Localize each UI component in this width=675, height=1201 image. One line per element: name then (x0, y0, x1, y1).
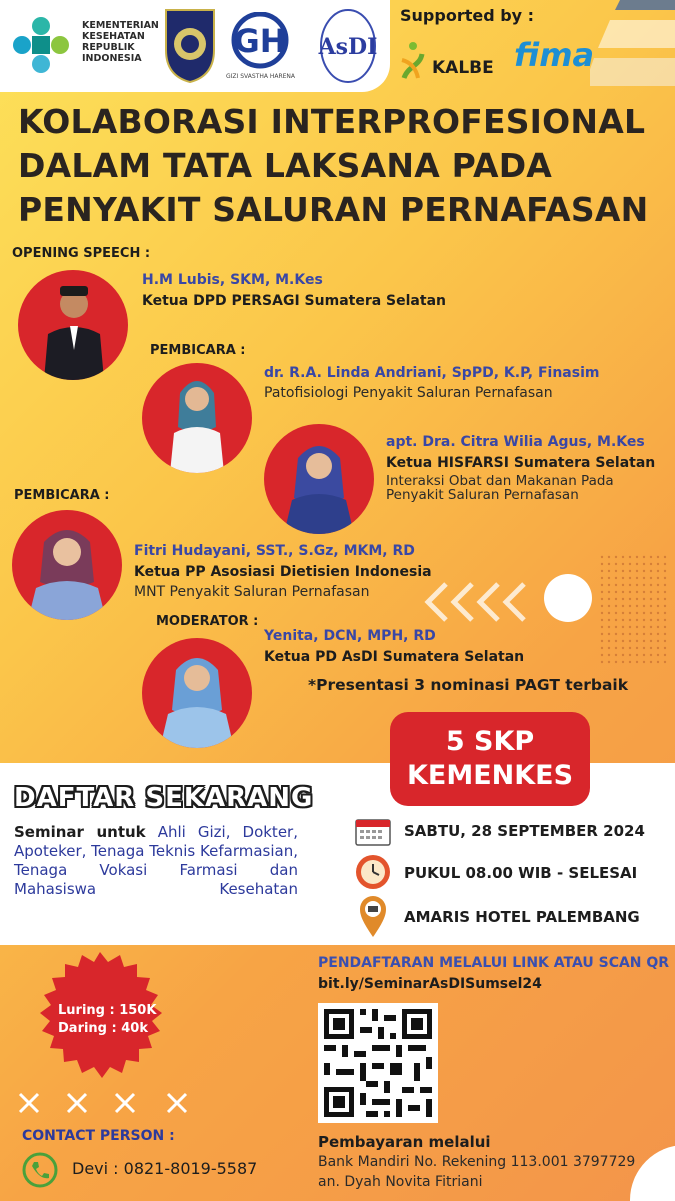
person-icon (12, 510, 122, 620)
seminar-prefix: Seminar untuk (14, 823, 146, 841)
opening-speech-label: OPENING SPEECH : (12, 246, 151, 261)
daftar-sekarang-heading: DAFTAR SEKARANG (14, 783, 314, 813)
contact-person-title: CONTACT PERSON : (22, 1128, 175, 1144)
presentasi-note: *Presentasi 3 nominasi PAGT terbaik (308, 676, 629, 694)
kalbe-text: KALBE (432, 58, 494, 78)
corner-decoration (590, 0, 675, 90)
speaker2-photo (264, 424, 374, 534)
gh-caption: GIZI SVASTHA HARENA (226, 73, 296, 80)
opening-speaker-role: Ketua DPD PERSAGI Sumatera Selatan (142, 293, 446, 309)
speaker1-name: dr. R.A. Linda Andriani, SpPD, K.P, Finasim (264, 365, 600, 381)
skp-line-1: 5 SKP (445, 726, 535, 757)
contact-person: Devi : 0821-8019-5587 (72, 1159, 258, 1178)
seminar-audience (14, 823, 298, 899)
speaker2-role: Ketua HISFARSI Sumatera Selatan (386, 455, 656, 471)
clock-icon (354, 853, 392, 891)
fima-text: fima (514, 36, 595, 74)
speaker3-role: Ketua PP Asosiasi Dietisien Indonesia (134, 564, 432, 580)
payment-bank: Bank Mandiri No. Rekening 113.001 3797729 (318, 1154, 636, 1170)
title-line-2: DALAM TATA LAKSANA PADA (18, 146, 553, 185)
speaker2-name: apt. Dra. Citra Wilia Agus, M.Kes (386, 434, 645, 450)
speaker1-topic: Patofisiologi Penyakit Saluran Pernafasan (264, 385, 553, 401)
kemenkes-line-3: REPUBLIK (82, 42, 135, 53)
payment-title: Pembayaran melalui (318, 1133, 491, 1151)
qr-code-icon[interactable] (318, 1003, 438, 1123)
speaker1-photo (142, 363, 252, 473)
kemenkes-text (82, 20, 159, 64)
event-venue: AMARIS HOTEL PALEMBANG (404, 908, 640, 926)
person-icon (18, 270, 128, 380)
calendar-icon (354, 815, 392, 847)
moderator-role: Ketua PD AsDI Sumatera Selatan (264, 649, 525, 665)
speaker2-topic (386, 474, 614, 502)
person-icon (264, 424, 374, 534)
payment-holder: an. Dyah Novita Fitriani (318, 1174, 483, 1190)
title-line-3: PENYAKIT SALURAN PERNAFASAN (18, 190, 649, 229)
dots-decoration-icon (600, 555, 670, 665)
svg-text:GH: GH (233, 22, 287, 60)
chevron-decoration-icon (420, 580, 550, 624)
location-pin-icon (358, 895, 388, 939)
registration-link[interactable]: bit.ly/SeminarAsDISumsel24 (318, 976, 542, 992)
persagi-logo-icon (162, 6, 218, 84)
kalbe-logo-icon (398, 38, 428, 82)
person-icon (142, 638, 252, 748)
event-time: PUKUL 08.00 WIB - SELESAI (404, 864, 638, 882)
page-title (18, 100, 658, 232)
supported-by-label: Supported by : (400, 6, 535, 25)
kemenkes-line-4: INDONESIA (82, 53, 142, 64)
opening-speaker-name: H.M Lubis, SKM, M.Kes (142, 272, 323, 288)
moderator-photo (142, 638, 252, 748)
speaker3-photo (12, 510, 122, 620)
registration-title: PENDAFTARAN MELALUI LINK ATAU SCAN QR (318, 955, 670, 971)
kemenkes-logo-icon (8, 12, 74, 78)
gh-logo-icon (228, 12, 292, 70)
kemenkes-line-1: KEMENTERIAN (82, 20, 159, 31)
corner-circle-decoration (630, 1145, 675, 1201)
asdi-logo-icon (318, 6, 378, 84)
moderator-label: MODERATOR : (156, 614, 259, 629)
phone-icon (22, 1152, 58, 1188)
circle-decoration (544, 574, 592, 622)
kemenkes-line-2: KESEHATAN (82, 31, 145, 42)
price-text (58, 1002, 156, 1038)
event-date: SABTU, 28 SEPTEMBER 2024 (404, 822, 645, 840)
person-icon (142, 363, 252, 473)
price-luring: Luring : 150K (58, 1003, 157, 1018)
title-line-1: KOLABORASI INTERPROFESIONAL (18, 102, 646, 141)
speaker2-topic-line-2: Penyakit Saluran Pernafasan (386, 487, 579, 503)
moderator-name: Yenita, DCN, MPH, RD (264, 628, 436, 644)
speakers-label-1: PEMBICARA : (150, 343, 246, 358)
speaker3-topic: MNT Penyakit Saluran Pernafasan (134, 584, 370, 600)
skp-badge (390, 712, 590, 806)
opening-speaker-photo (18, 270, 128, 380)
speaker2-topic-line-1: Interaksi Obat dan Makanan Pada (386, 473, 614, 489)
speaker3-name: Fitri Hudayani, SST., S.Gz, MKM, RD (134, 543, 415, 559)
x-marks-decoration-icon (16, 1090, 196, 1116)
price-daring: Daring : 40k (58, 1021, 148, 1036)
skp-line-2: KEMENKES (406, 760, 574, 791)
speakers-label-2: PEMBICARA : (14, 488, 110, 503)
svg-text:AsDI: AsDI (318, 34, 378, 60)
seminar-audience-list: Ahli Gizi, Dokter, Apoteker, Tenaga Teknis Kefarmasian, Tenaga Vokasi Farmasi dan Mahasiswa Kesehatan (14, 823, 298, 898)
